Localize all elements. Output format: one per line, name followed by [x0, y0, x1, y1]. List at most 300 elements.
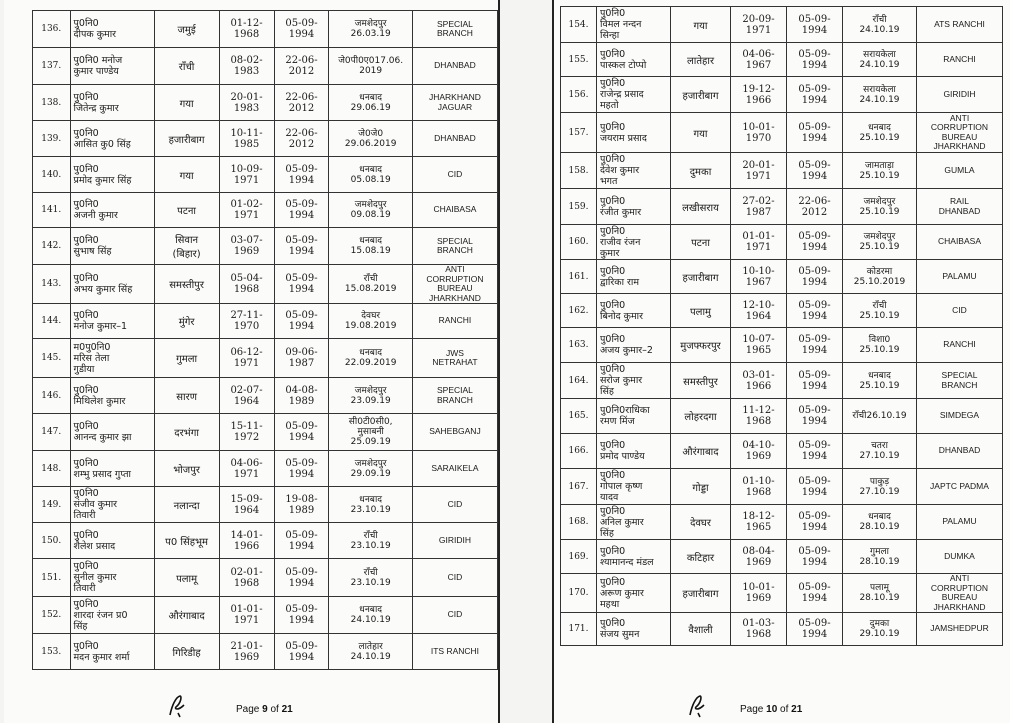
home-district-cell: [671, 43, 731, 77]
posting-place-date: जमशेदपुर: [863, 196, 896, 207]
birth-date: 10-11-1985: [230, 127, 263, 150]
birth-date: 18-12-1965: [742, 511, 775, 533]
home-district-cell: [671, 434, 731, 469]
serial-number: 153.: [41, 646, 62, 657]
posting-place-date-cell: [843, 469, 917, 505]
serial-number: 136.: [41, 24, 62, 34]
birth-date-cell: [731, 363, 787, 399]
posting-place-date-cell: [329, 339, 412, 378]
birth-date: 10-10-1967: [742, 265, 775, 288]
serial-number: 154.: [568, 19, 589, 30]
birth-date-cell: [731, 613, 787, 646]
officer-name-cell: [70, 48, 154, 85]
home-district-cell: [154, 414, 219, 451]
officer-name: मरिस तेला: [73, 352, 110, 364]
joining-date: 05-09-1994: [798, 13, 831, 36]
birth-date-cell: [731, 328, 787, 363]
serial-number: 171.: [568, 624, 589, 634]
posting-place-date-cell: [843, 574, 917, 613]
birth-date: 01-10-1968: [742, 475, 775, 498]
home-district: पलामु: [689, 306, 712, 318]
assigned-unit: BUREAU: [437, 283, 473, 293]
joining-date: 05-09-1994: [285, 163, 318, 186]
assigned-unit: BUREAU: [941, 592, 978, 602]
table-row: [33, 193, 498, 228]
officer-name: जयराम प्रसाद: [600, 132, 647, 144]
posting-place-date: 25.10.2019: [853, 276, 906, 287]
birth-date: 14-01-1966: [230, 529, 263, 552]
joining-date: 05-09-1994: [798, 405, 831, 427]
home-district: मुजफ्फरपुर: [680, 341, 721, 352]
joining-date-cell: [274, 597, 329, 634]
posting-place-date: 09.08.19: [350, 210, 391, 220]
joining-date: 05-09-1994: [798, 299, 831, 322]
birth-date-cell: [219, 378, 274, 414]
table-row: [33, 597, 498, 634]
posting-place-date: सी0टी0सी0,: [348, 417, 393, 427]
home-district-cell: [671, 153, 731, 189]
posting-place-date: धनबाद: [359, 348, 383, 358]
posting-place-date: 25.10.19: [859, 345, 900, 355]
officer-name: पु0नि0: [73, 91, 99, 103]
serial-number: 163.: [568, 340, 589, 350]
serial-number-cell: [561, 574, 597, 613]
joining-date: 22-06-2012: [285, 91, 318, 114]
officer-name-cell: [70, 634, 154, 670]
joining-date: 05-09-1994: [285, 529, 318, 552]
officer-name-cell: [70, 523, 154, 559]
officer-name: पु0नि0: [73, 127, 99, 139]
serial-number: 149.: [41, 499, 62, 510]
serial-number-cell: [33, 634, 71, 670]
joining-date-cell: [274, 193, 329, 228]
posting-place-date: 2019: [359, 66, 383, 76]
officer-name: दीपक कुमार: [73, 29, 117, 40]
joining-date-cell: [274, 523, 329, 559]
joining-date-cell: [787, 113, 843, 153]
serial-number: 161.: [568, 271, 589, 282]
joining-date-cell: [274, 378, 329, 414]
serial-number: 137.: [41, 61, 62, 71]
birth-date: 01-12-1968: [230, 18, 263, 40]
home-district: औरंगाबाद: [682, 447, 719, 458]
table-row: [561, 574, 1003, 613]
posting-place-date: 23.10.19: [350, 577, 391, 588]
table-row: [561, 7, 1003, 43]
officer-name: पु0नि0: [73, 529, 99, 541]
home-district-cell: [671, 260, 731, 294]
joining-date-cell: [274, 48, 329, 85]
joining-date: 09-06-1987: [285, 347, 318, 369]
birth-date: 08-04-1969: [742, 545, 775, 568]
officer-name-cell: [70, 121, 154, 157]
serial-number: 152.: [41, 610, 62, 620]
officer-name-cell: [597, 505, 671, 540]
assigned-unit: DUMKA: [944, 550, 975, 561]
assigned-unit: JAMSHEDPUR: [930, 623, 989, 634]
home-district: कटिहार: [686, 552, 715, 564]
home-district: (बिहार): [172, 249, 201, 260]
assigned-unit: ANTI: [445, 264, 465, 274]
birth-date-cell: [219, 559, 274, 597]
officer-name-cell: [597, 225, 671, 260]
birth-date: 02-01-1968: [230, 566, 263, 589]
joining-date-cell: [787, 434, 843, 469]
posting-place-date: 15.08.19: [350, 246, 391, 256]
signature-icon: [162, 693, 192, 719]
serial-number-cell: [561, 363, 597, 399]
serial-number-cell: [33, 265, 71, 304]
posting-place-date: राँची: [363, 274, 378, 284]
assigned-unit: BUREAU: [941, 131, 978, 142]
posting-place-date-cell: [843, 505, 917, 540]
home-district-cell: [154, 193, 219, 228]
home-district: समस्तीपुर: [683, 376, 718, 388]
joining-date: 19-08-1989: [285, 493, 318, 516]
serial-number-cell: [561, 189, 597, 225]
home-district-cell: [154, 378, 219, 414]
officer-name-cell: [597, 469, 671, 505]
officer-name: गोपाल कृष्ण: [600, 481, 643, 492]
officer-name: पु0नि0: [600, 299, 626, 311]
serial-number: 141.: [41, 205, 62, 215]
birth-date: 01-03-1968: [742, 618, 775, 640]
officer-name: सुनील कुमार: [73, 572, 117, 583]
posting-place-date-cell: [843, 363, 917, 399]
birth-date-cell: [731, 225, 787, 260]
assigned-unit: CHAIBASA: [433, 204, 477, 215]
assigned-unit-cell: [412, 11, 497, 48]
assigned-unit-cell: [412, 121, 497, 157]
table-row: [561, 363, 1003, 399]
assigned-unit-cell: [917, 189, 1003, 225]
birth-date: 04-10-1969: [742, 440, 775, 462]
officer-name-cell: [597, 540, 671, 574]
officer-name: अनिल कुमार: [600, 516, 644, 528]
table-row: [561, 153, 1003, 189]
officer-name: सिंह: [600, 527, 614, 539]
serial-number-cell: [33, 304, 71, 339]
page-footer: Page 10 of 21: [740, 704, 803, 715]
home-district: गुमला: [176, 354, 198, 365]
joining-date-cell: [274, 339, 329, 378]
assigned-unit: JHARKHAND: [933, 141, 986, 151]
officer-name: पु0नि0: [600, 618, 626, 629]
officer-name: रमण मिंज: [600, 416, 635, 427]
joining-date: 05-09-1994: [285, 604, 318, 626]
posting-place-date: 25.10.19: [859, 310, 900, 321]
assigned-unit: JAPTC PADMA: [930, 480, 989, 491]
home-district: सारण: [176, 391, 197, 403]
posting-place-date: 29.10.19: [859, 629, 900, 639]
assigned-unit-cell: [917, 328, 1003, 363]
home-district: दरभंगा: [174, 428, 199, 439]
home-district: देवघर: [690, 518, 711, 529]
officer-name-cell: [597, 294, 671, 328]
serial-number: 164.: [568, 375, 589, 386]
home-district-cell: [154, 339, 219, 378]
home-district: लखीसराय: [682, 202, 719, 214]
serial-number: 169.: [568, 551, 589, 562]
posting-place-date: जमशेदपुर: [354, 385, 387, 396]
joining-date: 05-09-1994: [798, 369, 831, 392]
posting-place-date-cell: [843, 153, 917, 189]
posting-place-date-cell: [843, 399, 917, 434]
posting-place-date-cell: [843, 294, 917, 328]
home-district-cell: [154, 48, 219, 85]
table-row: [561, 613, 1003, 646]
joining-date: 04-08-1989: [285, 384, 318, 407]
officer-name: पु0नि0: [73, 421, 99, 432]
officer-name: पु0नि0: [600, 334, 626, 345]
home-district: समस्तीपुर: [169, 280, 204, 291]
assigned-unit-cell: [412, 85, 497, 121]
posting-place-date: 27.10.19: [859, 451, 900, 461]
assigned-unit: DHANBAD: [434, 60, 476, 71]
table-row: [33, 378, 498, 414]
officer-name-cell: [70, 339, 154, 378]
signature-icon: [682, 693, 712, 719]
officer-table-body: [33, 11, 498, 670]
officer-name: गुडीया: [73, 363, 95, 375]
table-row: [561, 434, 1003, 469]
officer-name: शारदा रंजन प्र0: [73, 609, 128, 621]
posting-place-date-cell: [843, 613, 917, 646]
assigned-unit: PALAMU: [942, 516, 977, 527]
officer-name: मनोज कुमार–1: [73, 321, 128, 332]
posting-place-date: मुसाबनी: [357, 427, 384, 437]
posting-place-date: 25.10.19: [859, 380, 900, 391]
officer-name: पु0नि0: [600, 364, 626, 375]
posting-place-date-cell: [329, 451, 412, 487]
home-district: प0 सिंहभूम: [165, 536, 209, 548]
birth-date: 03-01-1966: [742, 369, 775, 392]
officer-name: पु0नि0: [600, 121, 626, 133]
birth-date: 08-02-1983: [230, 55, 263, 77]
posting-place-date: जमशेदपुर: [354, 458, 387, 469]
assigned-unit: ATS RANCHI: [934, 18, 985, 29]
home-district-cell: [154, 265, 219, 304]
officer-name-cell: [70, 414, 154, 451]
table-row: [561, 189, 1003, 225]
table-row: [561, 505, 1003, 540]
assigned-unit-cell: [412, 265, 497, 304]
assigned-unit: RANCHI: [943, 339, 976, 350]
posting-place-date-cell: [843, 77, 917, 113]
assigned-unit: SPECIAL: [941, 370, 978, 380]
serial-number: 158.: [568, 165, 589, 176]
officer-name-cell: [597, 260, 671, 294]
officer-name: म0पु0नि0: [73, 341, 111, 353]
joining-date-cell: [787, 260, 843, 294]
table-row: [33, 523, 498, 559]
posting-place-date-cell: [843, 260, 917, 294]
home-district: वैशाली: [688, 625, 713, 636]
posting-place-date: राँची: [872, 300, 887, 311]
serial-number-cell: [561, 7, 597, 43]
birth-date-cell: [731, 294, 787, 328]
home-district: सिवान: [175, 235, 199, 246]
birth-date-cell: [219, 414, 274, 451]
joining-date: 05-09-1994: [798, 48, 831, 71]
serial-number-cell: [561, 113, 597, 153]
officer-name: तिवारी: [73, 583, 96, 594]
table-row: [33, 157, 498, 193]
home-district: औरंगाबाद: [168, 611, 205, 622]
assigned-unit: BRANCH: [437, 394, 473, 405]
posting-place-date-cell: [843, 328, 917, 363]
assigned-unit: GIRIDIH: [438, 534, 472, 545]
serial-number-cell: [561, 469, 597, 505]
officer-table: [560, 6, 1003, 646]
officer-name: विमल नन्दन: [600, 19, 642, 30]
birth-date-cell: [219, 48, 274, 85]
serial-number-cell: [561, 505, 597, 540]
posting-place-date-cell: [329, 414, 412, 451]
joining-date: 05-09-1994: [798, 582, 831, 604]
posting-place-date-cell: [329, 523, 412, 559]
officer-name: सरोज कुमार: [600, 375, 643, 386]
posting-place-date: 28.10.19: [859, 593, 900, 603]
serial-number: 146.: [41, 390, 62, 401]
serial-number-cell: [33, 48, 71, 85]
posting-place-date-cell: [843, 434, 917, 469]
assigned-unit-cell: [412, 157, 497, 193]
posting-place-date: धनबाद: [868, 512, 891, 522]
assigned-unit-cell: [412, 634, 497, 670]
joining-date-cell: [274, 304, 329, 339]
birth-date-cell: [219, 634, 274, 670]
posting-place-date: 24.10.19: [350, 651, 391, 662]
posting-place-date: 23.09.19: [350, 395, 391, 406]
assigned-unit-cell: [917, 434, 1003, 469]
serial-number: 148.: [41, 463, 62, 474]
birth-date-cell: [731, 113, 787, 153]
assigned-unit-cell: [917, 153, 1003, 189]
officer-name-cell: [597, 153, 671, 189]
serial-number: 167.: [568, 481, 589, 492]
home-district-cell: [154, 228, 219, 265]
serial-number-cell: [33, 559, 71, 597]
assigned-unit-cell: [412, 523, 497, 559]
officer-name: संजय सुमन: [600, 629, 640, 640]
assigned-unit: CHAIBASA: [938, 236, 981, 247]
home-district-cell: [671, 399, 731, 434]
posting-place-date-cell: [329, 265, 412, 304]
birth-date: 02-07-1964: [230, 384, 263, 407]
birth-date: 10-09-1971: [230, 163, 263, 186]
posting-place-date: पाकुड़: [869, 476, 890, 487]
officer-name: महथा: [600, 598, 620, 610]
home-district-cell: [671, 505, 731, 540]
home-district-cell: [154, 157, 219, 193]
officer-name: सुभाष सिंह: [73, 246, 112, 257]
assigned-unit: SAHEBGANJ: [429, 426, 481, 437]
posting-place-date: 24.10.19: [859, 94, 900, 105]
home-district-cell: [671, 77, 731, 113]
officer-name: संजीव कुमार: [73, 499, 118, 510]
table-row: [561, 113, 1003, 153]
serial-number: 160.: [568, 237, 589, 247]
posting-place-date: 29.06.19: [350, 102, 391, 113]
assigned-unit: BRANCH: [437, 245, 473, 255]
assigned-unit-cell: [412, 451, 497, 487]
home-district: गया: [693, 20, 708, 32]
birth-date: 03-07-1969: [230, 235, 263, 257]
assigned-unit-cell: [917, 225, 1003, 260]
birth-date: 06-12-1971: [230, 347, 263, 369]
officer-name: जितेन्द्र कुमार: [73, 102, 119, 114]
officer-name: पु0नि0: [600, 440, 626, 451]
officer-name: महतो: [600, 100, 619, 111]
officer-name-cell: [70, 378, 154, 414]
officer-name: पु0नि0: [73, 163, 99, 175]
joining-date: 22-06-2012: [798, 195, 831, 218]
table-row: [33, 487, 498, 523]
birth-date-cell: [731, 399, 787, 434]
posting-place-date: 25.09.19: [350, 437, 391, 447]
posting-place-date: धनबाद: [359, 92, 383, 103]
assigned-unit: CID: [447, 609, 463, 620]
assigned-unit: CORRUPTION: [930, 122, 989, 132]
posting-place-date-cell: [843, 7, 917, 43]
officer-name: रंजीत कुमार: [600, 206, 642, 218]
officer-name: पास्कल टोप्पो: [600, 59, 647, 71]
officer-name-cell: [597, 363, 671, 399]
posting-place-date: 28.10.19: [859, 556, 900, 567]
birth-date-cell: [731, 153, 787, 189]
assigned-unit: SIMDEGA: [939, 410, 980, 421]
birth-date-cell: [219, 157, 274, 193]
officer-name: पु0नि0राधिका: [600, 405, 650, 416]
home-district: हजारीबाग: [682, 589, 719, 600]
joining-date-cell: [274, 157, 329, 193]
joining-date: 05-09-1994: [285, 310, 318, 332]
joining-date: 05-09-1994: [798, 231, 831, 253]
joining-date: 05-09-1994: [798, 511, 831, 533]
birth-date: 20-01-1983: [230, 91, 263, 114]
home-district: जमुई: [177, 25, 196, 36]
serial-number: 139.: [41, 133, 62, 144]
assigned-unit: SPECIAL: [437, 385, 473, 395]
officer-name: पु0नि0: [600, 225, 626, 237]
joining-date-cell: [274, 634, 329, 670]
serial-number-cell: [33, 85, 71, 121]
joining-date-cell: [787, 189, 843, 225]
assigned-unit-cell: [917, 574, 1003, 613]
posting-place-date: 22.09.2019: [344, 358, 397, 368]
assigned-unit-cell: [917, 260, 1003, 294]
posting-place-date: सरायकेला: [863, 84, 896, 95]
birth-date-cell: [219, 265, 274, 304]
birth-date-cell: [219, 487, 274, 523]
posting-place-date: जमशेदपुर: [354, 200, 387, 210]
officer-name: पु0नि0: [73, 199, 99, 210]
assigned-unit: RAIL: [950, 196, 969, 206]
joining-date: 05-09-1994: [798, 545, 831, 568]
officer-name: अजनी कुमार: [73, 210, 118, 221]
assigned-unit: GIRIDIH: [943, 88, 976, 99]
posting-place-date-cell: [329, 48, 412, 85]
serial-number: 143.: [41, 279, 62, 289]
officer-name: मिथिलेश कुमार: [73, 395, 126, 407]
home-district: नलान्दा: [173, 500, 200, 512]
joining-date: 05-09-1994: [285, 235, 318, 257]
assigned-unit: CID: [952, 304, 967, 315]
joining-date-cell: [787, 7, 843, 43]
posting-place-date-cell: [843, 189, 917, 225]
posting-place-date: धनबाद: [359, 605, 383, 615]
